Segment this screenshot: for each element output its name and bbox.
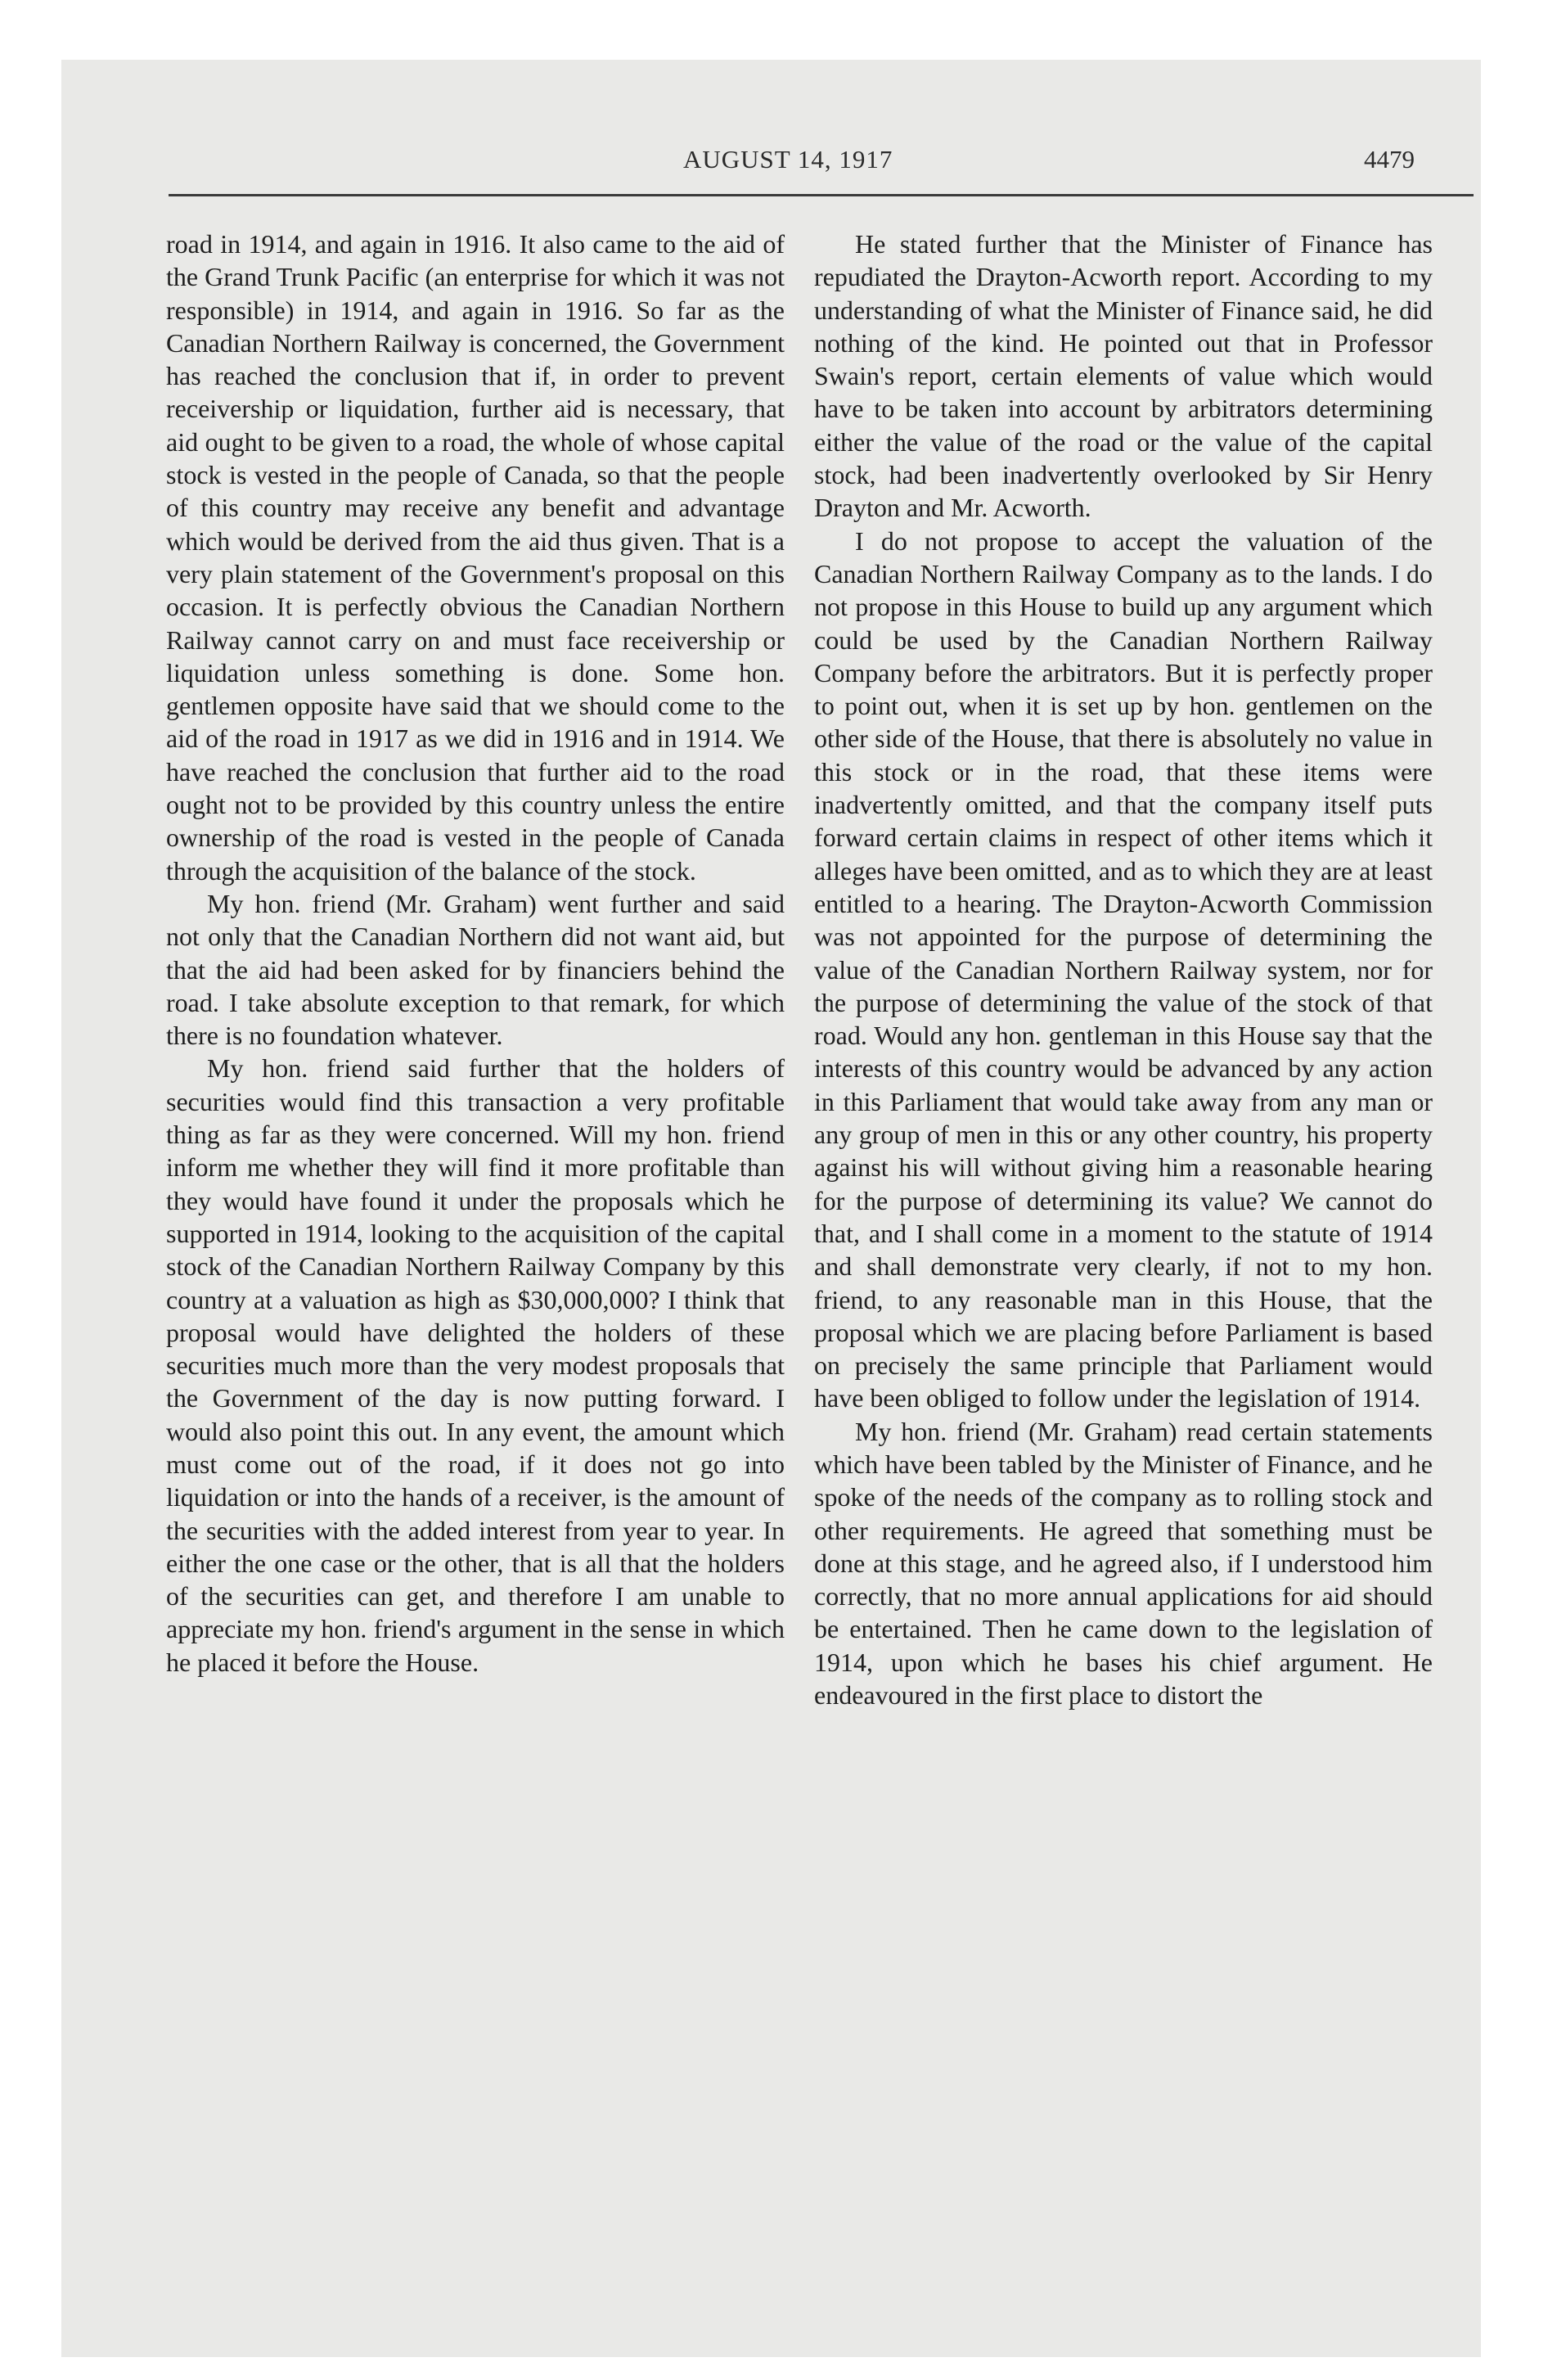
paragraph: My hon. friend (Mr. Graham) went further and said not only that the Canadian Northern did not want aid, but that the aid had been asked for by financiers behind the road. I take absolute exception to that remark, for which there is no foundation whatever. <box>166 888 785 1051</box>
paragraph: I do not propose to accept the valuation of the Canadian Northern Railway Company as to the lands. I do not propose in this House to build up any argument which could be used by the Canadian Northern Railway Company before the arbitrators. But it is perfectly proper to point out, when it is set up by hon. gentlemen on the other side of the House, that there is absolutely no value in this stock or in the road, that these items were inadvertently omitted, and that the company itself puts forward certain claims in respect of other items which it alleges have been omitted, and as to which they are at least entitled to a hearing. The Drayton-Acworth Commission was not appointed for the purpose of determining the value of the Canadian Northern Railway system, nor for the purpose of determining the value of the stock of that road. Would any hon. gentleman in this House say that the interests of this country would be advanced by any action in this Parliament that would take away from any man or any group of men in this or any other country, his property against his will without giving him a reasonable hearing for the purpose of determining its value? We cannot do that, and I shall come in a moment to the statute of 1914 and shall demonstrate very clearly, if not to my hon. friend, to any reasonable man in this House, that the proposal which we are placing before Parliament is based on precisely the same principle that Parliament would have been obliged to follow under the legislation of 1914. <box>814 525 1433 1413</box>
paragraph: My hon. friend said further that the holders of securities would find this transaction a very profitable thing as far as they were concerned. Will my hon. friend inform me whether they will find it more profitable than they would have found it under the proposals which he supported in 1914, looking to the acquisition of the capital stock of the Canadian Northern Railway Company by this country at a valuation as high as $30,000,000? I think that proposal would have delighted the holders of these securities much more than the very modest proposals that the Government of the day is now putting forward. I would also point this out. In any event, the amount which must come out of the road, if it does not go into liquidation or into the hands of a receiver, is the amount of the securities with the added interest from year to year. In either the one case or the other, that is all that the holders of the securities can get, and therefore I am unable to appreciate my hon. friend's argument in the sense in which he placed it before the House. <box>166 1053 785 1677</box>
left-column <box>166 228 785 1679</box>
right-column <box>814 228 1433 1711</box>
paragraph: road in 1914, and again in 1916. It also came to the aid of the Grand Trunk Pacific (an enterprise for which it was not responsible) in 1914, and again in 1916. So far as the Canadian Northern Railway is concerned, the Government has reached the conclusion that if, in order to prevent receivership or liquidation, further aid is necessary, that aid ought to be given to a road, the whole of whose capital stock is vested in the people of Canada, so that the people of this country may receive any benefit and advantage which would be derived from the aid thus given. That is a very plain statement of the Government's proposal on this occasion. It is perfectly obvious the Canadian Northern Railway cannot carry on and must face receivership or liquidation unless something is done. Some hon. gentlemen opposite have said that we should come to the aid of the road in 1917 as we did in 1916 and in 1914. We have reached the conclusion that further aid to the road ought not to be provided by this country unless the entire ownership of the road is vested in the people of Canada through the acquisition of the balance of the stock. <box>166 229 785 886</box>
scanned-page <box>61 60 1481 2357</box>
paragraph: My hon. friend (Mr. Graham) read certain statements which have been tabled by the Minister of Finance, and he spoke of the needs of the company as to rolling stock and other requirements. He agreed that something must be done at this stage, and he agreed also, if I understood him correctly, that no more annual applications for aid should be entertained. Then he came down to the legislation of 1914, upon which he bases his chief argument. He endeavoured in the first place to distort the <box>814 1416 1433 1711</box>
page-number: 4479 <box>1364 145 1415 174</box>
paragraph: He stated further that the Minister of Finance has repudiated the Drayton-Acworth report. According to my understanding of what the Minister of Finance said, he did nothing of the kind. He pointed out that in Professor Swain's report, certain elements of value which would have to be taken into account by arbitrators determining either the value of the road or the value of the capital stock, had been inadvertently overlooked by Sir Henry Drayton and Mr. Acworth. <box>814 229 1433 523</box>
page-header <box>61 60 1481 240</box>
header-rule <box>169 194 1474 196</box>
header-date: AUGUST 14, 1917 <box>683 145 893 174</box>
